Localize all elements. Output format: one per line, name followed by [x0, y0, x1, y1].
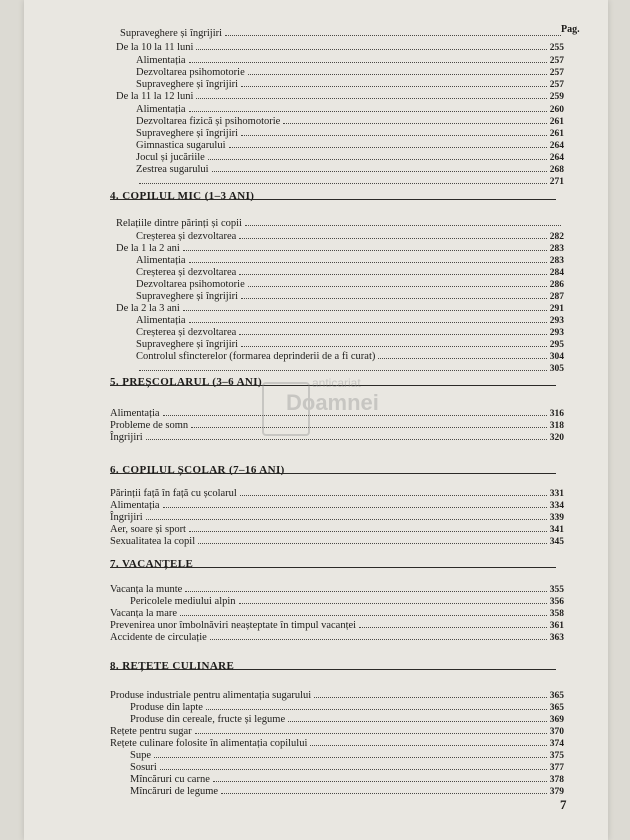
toc-entry-page: 260 — [549, 105, 564, 115]
dot-leader — [240, 488, 547, 496]
toc-entry-page: 257 — [549, 56, 564, 66]
toc-entry-title: Mîncăruri cu carne — [130, 774, 210, 785]
dot-leader — [196, 42, 546, 50]
toc-entry-page: 282 — [549, 232, 564, 242]
dot-leader — [189, 104, 547, 112]
dot-leader — [239, 231, 546, 239]
toc-entry-title: Creșterea și dezvoltarea — [136, 267, 237, 278]
dot-leader — [154, 750, 547, 758]
dot-leader — [288, 714, 547, 722]
toc-entry-title: Părinții față în față cu școlarul — [110, 488, 237, 499]
toc-entry-page: 370 — [549, 727, 564, 737]
dot-leader — [213, 774, 547, 782]
toc-entry-page: 334 — [549, 501, 564, 511]
toc-entry-page: 375 — [549, 751, 564, 761]
toc-entry-title: Controlul sfincterelor (formarea deprinderii de a fi curat) — [136, 351, 376, 362]
toc-entry-title: Gimnastica sugarului — [136, 140, 226, 151]
toc-entry-page: 318 — [549, 421, 564, 431]
toc-entry-page: 305 — [549, 364, 564, 374]
toc-entry-title: Supraveghere și îngrijiri — [136, 291, 239, 302]
toc-entry-title: Dezvoltarea psihomotorie — [136, 67, 245, 78]
toc-entry-title: Supraveghere și îngrijiri — [120, 28, 223, 39]
toc-entry — [110, 500, 564, 512]
toc-entry-title: Alimentația — [136, 55, 186, 66]
toc-entry-page: 264 — [549, 141, 564, 151]
toc-entry — [110, 738, 564, 750]
toc-entry-page: 261 — [549, 117, 564, 127]
toc-entry-page: 377 — [549, 763, 564, 773]
dot-leader — [225, 28, 561, 36]
watermark-big-text: Doamnei — [286, 390, 379, 415]
page-column-label: Pag. — [561, 24, 580, 35]
dot-leader — [180, 608, 547, 616]
toc-entry — [110, 524, 564, 536]
toc-entry-title: Creșterea și dezvoltarea — [136, 231, 237, 242]
toc-entry-page: 261 — [549, 129, 564, 139]
toc-entry-page: 287 — [549, 292, 564, 302]
toc-entry — [136, 140, 564, 152]
toc-entry — [110, 512, 564, 524]
toc-entry-page: 268 — [549, 165, 564, 175]
dot-leader — [185, 584, 546, 592]
dot-leader — [359, 620, 547, 628]
toc-entry-page: 271 — [549, 177, 564, 187]
toc-entry-title: Mîncăruri de legume — [130, 786, 219, 797]
toc-entry — [110, 488, 564, 500]
toc-entry-title: Sexualitatea la copil — [110, 536, 196, 547]
toc-entry — [136, 231, 564, 243]
toc-entry-title: De la 11 la 12 luni — [116, 91, 194, 102]
toc-entry-title: Zestrea sugarului — [136, 164, 209, 175]
toc-entry-title: Pericolele mediului alpin — [130, 596, 236, 607]
dot-leader — [183, 243, 547, 251]
section-rule — [110, 669, 556, 670]
dot-leader — [283, 116, 546, 124]
toc-entry-title: De la 1 la 2 ani — [116, 243, 180, 254]
toc-entry-title: Alimentația — [136, 255, 186, 266]
toc-entry-page: 331 — [549, 489, 564, 499]
toc-entry — [136, 315, 564, 327]
toc-entry-title: Aer, soare și sport — [110, 524, 186, 535]
dot-leader — [245, 218, 561, 226]
toc-entry-title: Îngrijiri — [110, 512, 143, 523]
toc-entry-title: Creșterea și dezvoltarea — [136, 327, 237, 338]
toc-entry-title: Alimentația — [136, 104, 186, 115]
toc-entry-title: De la 10 la 11 luni — [116, 42, 194, 53]
toc-entry — [136, 164, 564, 176]
toc-entry — [136, 267, 564, 279]
toc-entry — [116, 303, 564, 315]
toc-entry-page: 361 — [549, 621, 564, 631]
toc-entry — [136, 255, 564, 267]
toc-entry — [136, 79, 564, 91]
toc-entry — [116, 91, 564, 103]
dot-leader — [206, 702, 547, 710]
toc-entry-title: Produse din cereale, fructe și legume — [130, 714, 286, 725]
dot-leader — [248, 67, 547, 75]
toc-entry-title: Dezvoltarea psihomotorie — [136, 279, 245, 290]
dot-leader — [146, 512, 547, 520]
toc-entry — [110, 726, 564, 738]
toc-entry-page: 284 — [549, 268, 564, 278]
toc-entry — [136, 291, 564, 303]
dot-leader — [239, 327, 546, 335]
toc-entry-page: 341 — [549, 525, 564, 535]
toc-entry — [110, 632, 564, 644]
section-heading: 4. COPILUL MIC (1–3 ANI) — [110, 190, 255, 202]
toc-entry — [130, 714, 564, 726]
toc-entry-title: Supraveghere și îngrijiri — [136, 128, 239, 139]
toc-entry-page: 264 — [549, 153, 564, 163]
dot-leader — [189, 524, 547, 532]
dot-leader — [378, 351, 546, 359]
page-number: 7 — [560, 797, 567, 812]
toc-entry — [136, 279, 564, 291]
toc-entry-page: 365 — [549, 691, 564, 701]
dot-leader — [139, 363, 547, 371]
dot-leader — [198, 536, 547, 544]
toc-entry-title: Alimentația — [136, 315, 186, 326]
toc-entry-page: 255 — [549, 43, 564, 53]
dot-leader — [189, 315, 547, 323]
toc-entry-page: 355 — [549, 585, 564, 595]
toc-entry-title: Îngrijiri — [110, 432, 143, 443]
toc-entry-page: 291 — [549, 304, 564, 314]
dot-leader — [139, 176, 547, 184]
toc-entry — [136, 67, 564, 79]
toc-entry-page: 316 — [549, 409, 564, 419]
section-heading: 5. PREȘCOLARUL (3–6 ANI) — [110, 376, 263, 388]
toc-entry — [110, 584, 564, 596]
toc-entry-title: Supe — [130, 750, 151, 761]
toc-entry — [130, 596, 564, 608]
section-rule — [110, 199, 556, 200]
toc-entry — [110, 608, 564, 620]
dot-leader — [189, 55, 547, 63]
toc-entry — [110, 690, 564, 702]
toc-entry — [136, 55, 564, 67]
toc-entry — [130, 786, 564, 798]
toc-entry — [136, 116, 564, 128]
toc-entry — [130, 774, 564, 786]
toc-entry-page: 365 — [549, 703, 564, 713]
toc-entry-page: 283 — [549, 256, 564, 266]
toc-entry — [136, 104, 564, 116]
toc-entry-title: Rețete culinare folosite în alimentația copilului — [110, 738, 308, 749]
toc-entry-title: Supraveghere și îngrijiri — [136, 339, 239, 350]
toc-entry-title: Produse din lapte — [130, 702, 203, 713]
toc-entry — [116, 218, 564, 230]
toc-entry-title: Sosuri — [130, 762, 157, 773]
toc-entry-page: 345 — [549, 537, 564, 547]
toc-entry-page: 257 — [549, 68, 564, 78]
section-rule — [110, 567, 556, 568]
toc-entry-title: Rețete pentru sugar — [110, 726, 192, 737]
book-page — [24, 0, 608, 840]
dot-leader — [160, 762, 547, 770]
dot-leader — [195, 726, 547, 734]
toc-entry-page: 339 — [549, 513, 564, 523]
dot-leader — [241, 128, 547, 136]
dot-leader — [314, 690, 547, 698]
toc-entry-title: Probleme de somn — [110, 420, 189, 431]
dot-leader — [189, 255, 547, 263]
toc-entry-page: 320 — [549, 433, 564, 443]
toc-entry-page: 293 — [549, 328, 564, 338]
toc-entry — [110, 620, 564, 632]
section-heading: 6. COPILUL ȘCOLAR (7–16 ANI) — [110, 464, 285, 476]
toc-entry — [110, 536, 564, 548]
watermark — [260, 376, 420, 438]
dot-leader — [239, 267, 546, 275]
dot-leader — [212, 164, 547, 172]
toc-entry-page: 374 — [549, 739, 564, 749]
dot-leader — [248, 279, 547, 287]
section-rule — [110, 473, 556, 474]
toc-entry — [130, 702, 564, 714]
toc-entry-title: Jocul și jucăriile — [136, 152, 205, 163]
toc-entry-title: Produse industriale pentru alimentația sugarului — [110, 690, 312, 701]
toc-entry — [116, 243, 564, 255]
toc-entry — [136, 176, 564, 188]
toc-entry — [136, 351, 564, 363]
toc-entry — [116, 42, 564, 54]
toc-entry-title: Prevenirea unor îmbolnăviri neașteptate în timpul vacanței — [110, 620, 357, 631]
toc-entry-page: 283 — [549, 244, 564, 254]
toc-entry-page: 293 — [549, 316, 564, 326]
dot-leader — [241, 291, 547, 299]
toc-entry — [130, 762, 564, 774]
dot-leader — [239, 596, 547, 604]
dot-leader — [163, 500, 547, 508]
toc-entry — [136, 327, 564, 339]
toc-entry-page: 363 — [549, 633, 564, 643]
toc-entry — [120, 28, 564, 40]
toc-entry — [136, 128, 564, 140]
dot-leader — [221, 786, 547, 794]
toc-entry-title: Relațiile dintre părinți și copii — [116, 218, 242, 229]
section-heading: 8. REȚETE CULINARE — [110, 660, 235, 672]
toc-entry-page: 259 — [549, 92, 564, 102]
toc-entry — [136, 152, 564, 164]
toc-entry-page: 295 — [549, 340, 564, 350]
dot-leader — [310, 738, 546, 746]
toc-entry-page: 369 — [549, 715, 564, 725]
toc-entry-title: Alimentația — [110, 500, 160, 511]
toc-entry — [136, 339, 564, 351]
toc-entry-title: Dezvoltarea fizică și psihomotorie — [136, 116, 281, 127]
toc-entry-page: 378 — [549, 775, 564, 785]
toc-entry-page: 257 — [549, 80, 564, 90]
dot-leader — [229, 140, 547, 148]
toc-entry-title: Accidente de circulație — [110, 632, 207, 643]
toc-entry — [130, 750, 564, 762]
toc-entry-page: 304 — [549, 352, 564, 362]
toc-entry-title: Vacanța la munte — [110, 584, 183, 595]
dot-leader — [241, 79, 547, 87]
toc-entry — [136, 363, 564, 375]
dot-leader — [196, 91, 546, 99]
dot-leader — [183, 303, 547, 311]
toc-entry-title: Alimentația — [110, 408, 160, 419]
section-heading: 7. VACANȚELE — [110, 558, 194, 570]
toc-entry-page: 379 — [549, 787, 564, 797]
toc-entry-page: 356 — [549, 597, 564, 607]
toc-entry-page: 286 — [549, 280, 564, 290]
toc-entry-title: De la 2 la 3 ani — [116, 303, 180, 314]
dot-leader — [210, 632, 547, 640]
toc-entry-page: 358 — [549, 609, 564, 619]
dot-leader — [241, 339, 547, 347]
toc-entry-title: Supraveghere și îngrijiri — [136, 79, 239, 90]
dot-leader — [208, 152, 547, 160]
watermark-small-text: anticariat — [312, 376, 361, 390]
toc-entry-title: Vacanța la mare — [110, 608, 178, 619]
